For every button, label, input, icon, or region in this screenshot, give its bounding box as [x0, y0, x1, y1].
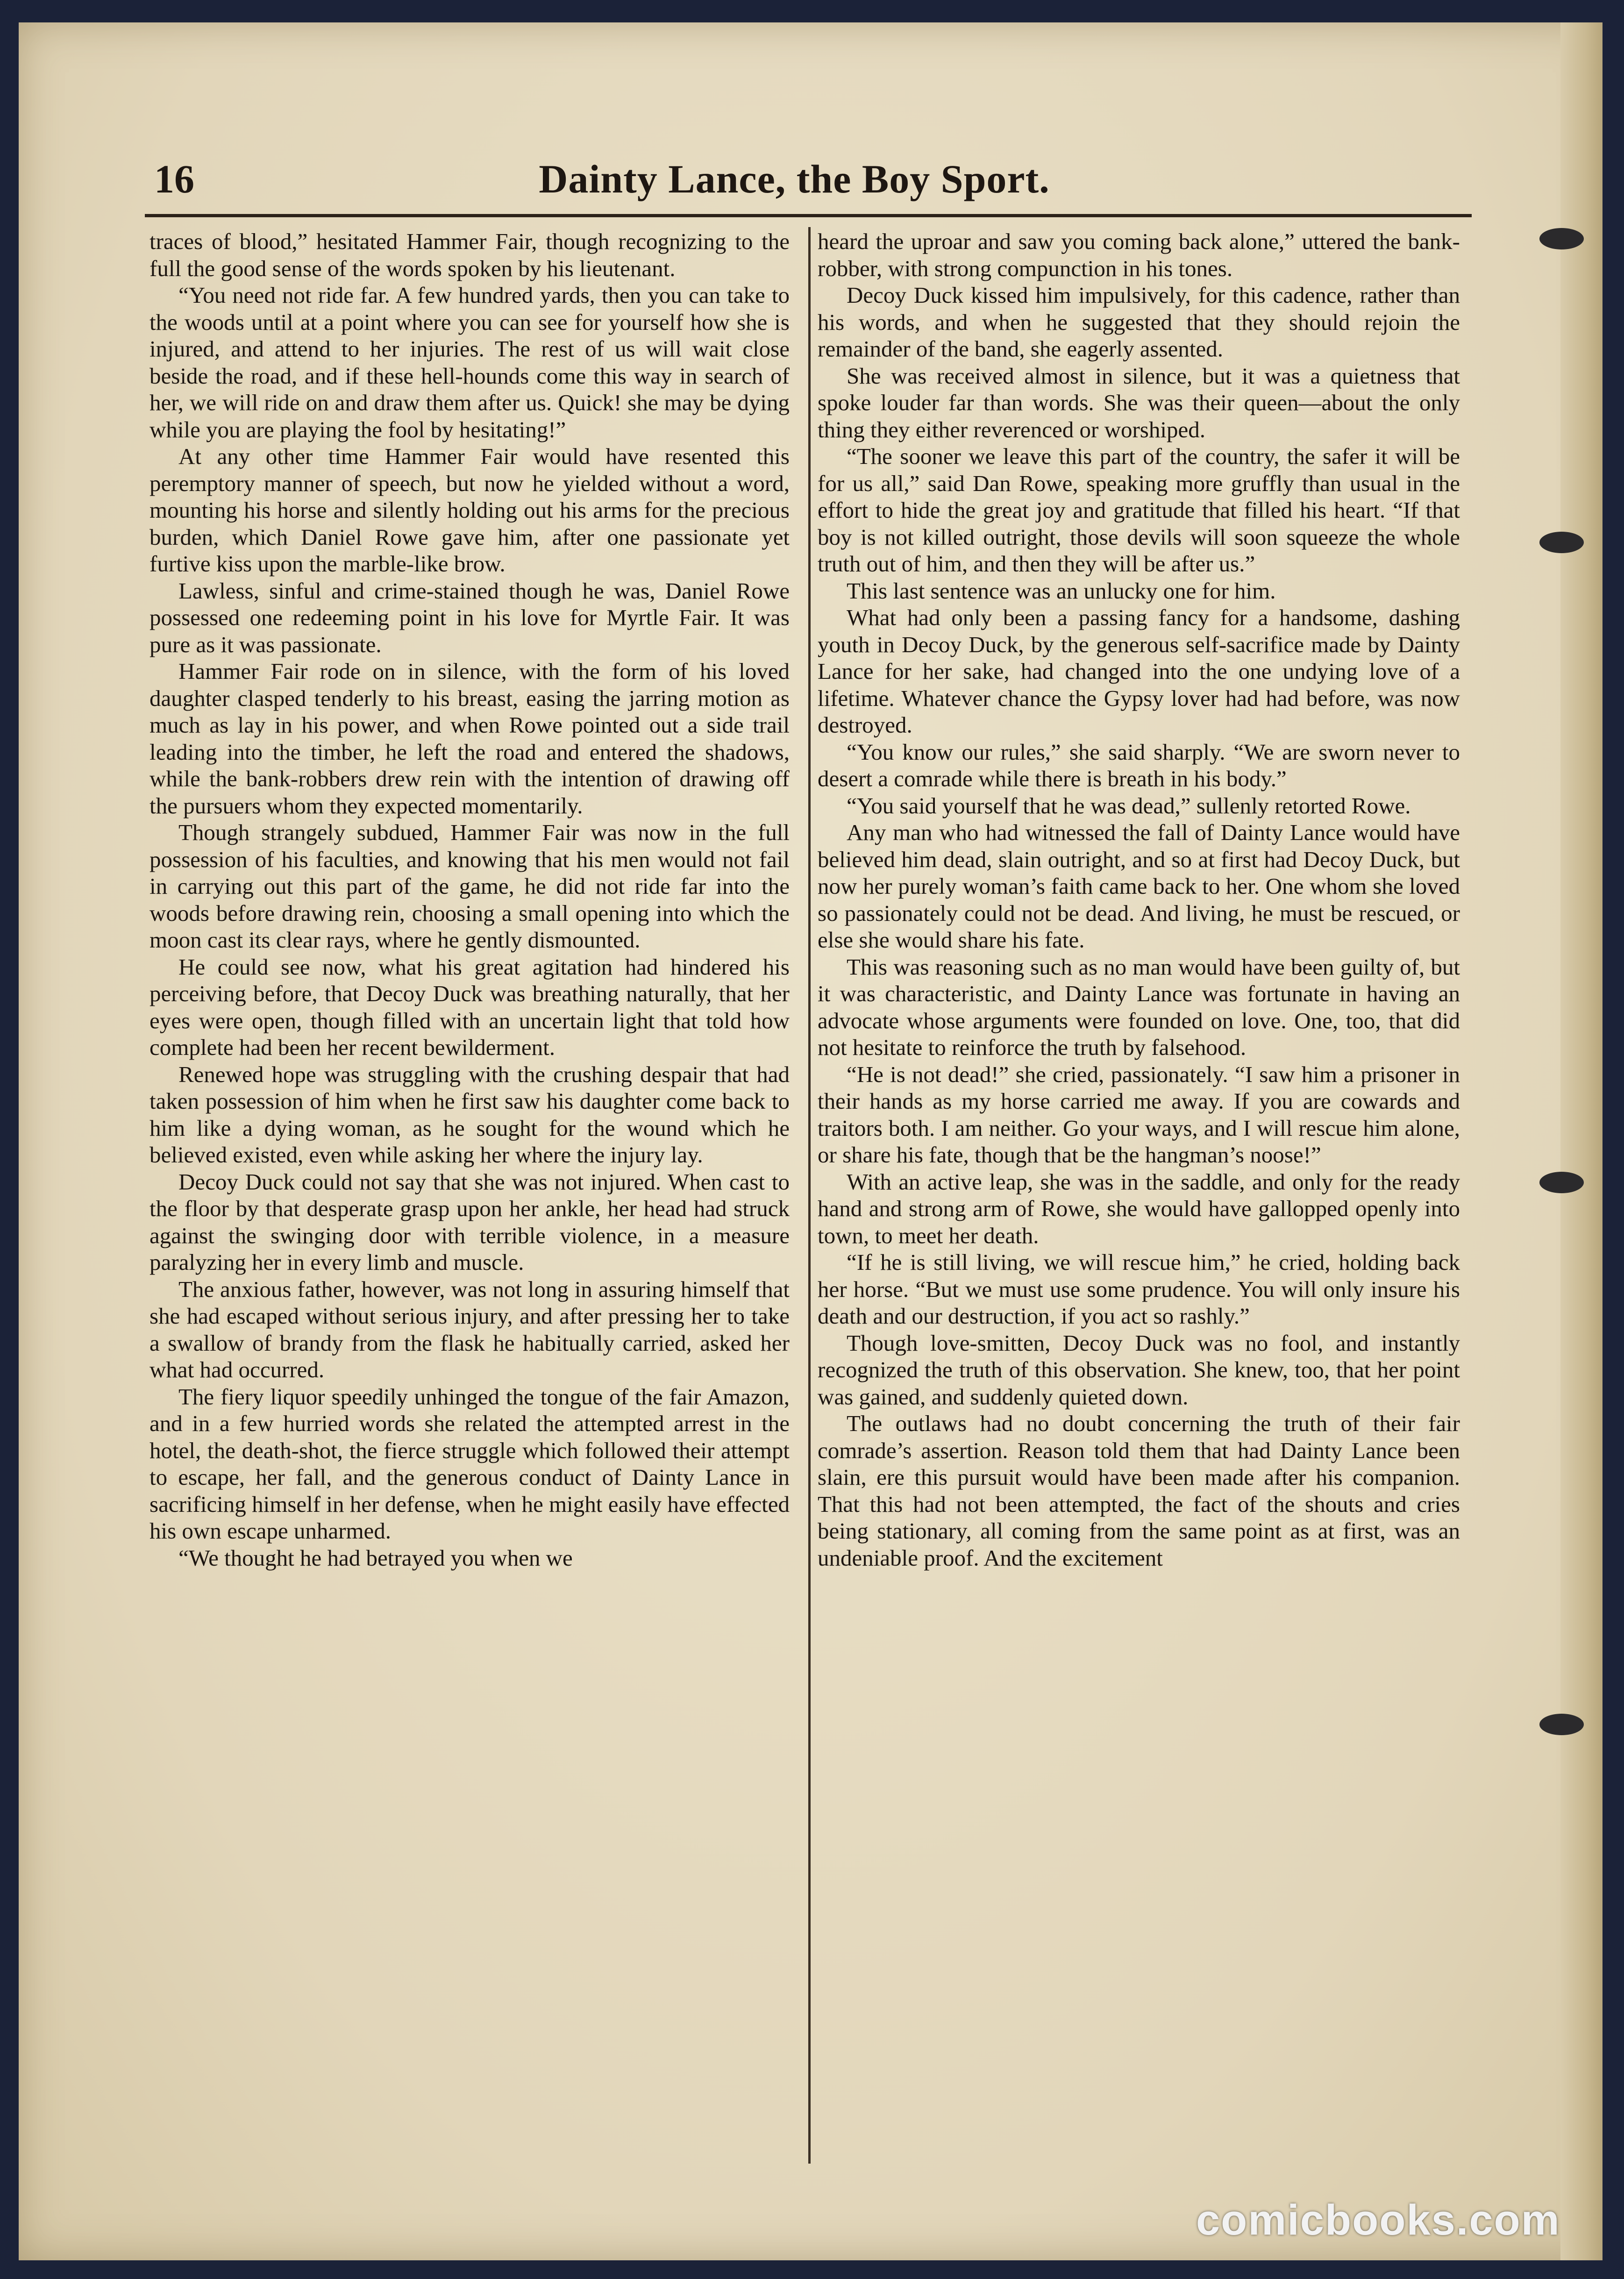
- paragraph: traces of blood,” hesitated Hammer Fair, though recognizing to the full the good sense of the words spoken by his lieutenant.: [150, 228, 790, 281]
- paragraph: What had only been a passing fancy for a handsome, dashing youth in Decoy Duck, by the generous self-sacrifice made by Dainty Lance for her sake, had changed into the one undying love of a lifetime. Whatever chance the Gypsy lover had had before, was now destroyed.: [818, 605, 1460, 738]
- paragraph: “You know our rules,” she said sharply. “We are sworn never to desert a comrade while there is breath in his body.”: [818, 739, 1460, 791]
- paragraph: heard the uproar and saw you coming back alone,” uttered the bank-robber, with strong compunction in his tones.: [818, 228, 1460, 281]
- paragraph: “We thought he had betrayed you when we: [178, 1545, 573, 1571]
- paragraph: At any other time Hammer Fair would have resented this peremptory manner of speech, but now he yielded without a word, mounting his horse and silently holding out his arms for the precious burden, which Daniel Rowe gave him, after one passionate yet furtive kiss upon the marble-like brow.: [150, 443, 790, 577]
- paragraph: The fiery liquor speedily unhinged the tongue of the fair Amazon, and in a few hurried words she related the attempted arrest in the hotel, the death-shot, the fierce struggle which followed their attempt to escape, her fall, and the generous conduct of Dainty Lance in sacrificing himself in her defense, when he might easily have effected his own escape unharmed.: [150, 1383, 790, 1544]
- page-number: 16: [154, 157, 194, 201]
- paragraph: Though strangely subdued, Hammer Fair was now in the full possession of his faculties, and knowing that his men would not fail in carrying out this part of the game, he did not ride far into the woods before drawing rein, choosing a small opening into which the moon cast its clear rays, where he gently dismounted.: [150, 819, 790, 953]
- paragraph: Renewed hope was struggling with the crushing despair that had taken possession of him when he first saw his daughter come back to him like a dying woman, as he sought for the wound which he believed existed, even while asking her where the injury lay.: [150, 1061, 790, 1168]
- paragraph: Decoy Duck kissed him impulsively, for this cadence, rather than his words, and when he suggested that they should rejoin the remainder of the band, she eagerly assented.: [818, 282, 1460, 362]
- binding-hole-2: [1539, 532, 1584, 553]
- paragraph: Lawless, sinful and crime-stained though he was, Daniel Rowe possessed one redeeming point in his love for Myrtle Fair. It was pure as it was passionate.: [150, 577, 790, 657]
- paragraph: He could see now, what his great agitation had hindered his perceiving before, that Decoy Duck was breathing naturally, that her eyes were open, though filled with an uncertain light that told how complete had been her recent bewilderment.: [150, 954, 790, 1060]
- paragraph: With an active leap, she was in the saddle, and only for the ready hand and strong arm of Rowe, she would have gallopped openly into town, to meet her death.: [818, 1168, 1460, 1248]
- paragraph: The outlaws had no doubt concerning the truth of their fair comrade’s assertion. Reason told them that had Dainty Lance been slain, ere this pursuit would have been made after his companion. That this had not been attempted, the fact of the shouts and cries being stationary, all coming from the same point as at first, was an undeniable proof. And the excitement: [818, 1410, 1460, 1571]
- page-edge-fold: [1560, 22, 1603, 2260]
- header-rule: [145, 214, 1472, 217]
- paragraph: Decoy Duck could not say that she was not injured. When cast to the floor by that desperate grasp upon her ankle, her head had struck against the swinging door with terrible violence, in a measure paralyzing her in every limb and muscle.: [150, 1168, 790, 1275]
- binding-hole-1: [1539, 228, 1584, 249]
- watermark: comicbooks.com: [1196, 2196, 1560, 2244]
- paragraph: “He is not dead!” she cried, passionately. “I saw him a prisoner in their hands as my horse carried me away. If you are cowards and traitors both. I am neither. Go your ways, and I will rescue him alone, or share his fate, though that be the hangman’s noose!”: [818, 1061, 1460, 1168]
- paragraph: “You need not ride far. A few hundred yards, then you can take to the woods until at a point where you can see for yourself how she is injured, and attend to her injuries. The rest of us will wait close beside the road, and if these hell-hounds come this way in search of her, we will ride on and draw them after us. Quick! she may be dying while you are playing the fool by hesitating!”: [150, 282, 790, 442]
- paragraph: She was received almost in silence, but it was a quietness that spoke louder far than words. She was their queen—about the only thing they either reverenced or worshiped.: [818, 363, 1460, 442]
- right-column: [818, 228, 1460, 1571]
- book-page: [19, 22, 1603, 2260]
- binding-hole-4: [1539, 1714, 1584, 1735]
- column-divider: [808, 227, 811, 2164]
- paragraph: This was reasoning such as no man would have been guilty of, but it was characteristic, and Dainty Lance was fortunate in having an advocate whose arguments were founded on love. One, too, that did not hesitate to reinforce the truth by falsehood.: [818, 954, 1460, 1060]
- paragraph: “If he is still living, we will rescue him,” he cried, holding back her horse. “But we must use some prudence. You will only insure his death and our destruction, if you act so rashly.”: [818, 1249, 1460, 1329]
- left-column: [150, 228, 790, 1571]
- paragraph: This last sentence was an unlucky one for him.: [847, 577, 1276, 604]
- paragraph: “You said yourself that he was dead,” sullenly retorted Rowe.: [847, 792, 1411, 819]
- binding-hole-3: [1539, 1172, 1584, 1193]
- paragraph: Though love-smitten, Decoy Duck was no fool, and instantly recognized the truth of this observation. She knew, too, that her point was gained, and suddenly quieted down.: [818, 1330, 1460, 1410]
- running-title: Dainty Lance, the Boy Sport.: [539, 157, 1050, 201]
- paragraph: Hammer Fair rode on in silence, with the form of his loved daughter clasped tenderly to his breast, easing the jarring motion as much as lay in his power, and when Rowe pointed out a side trail leading into the timber, he left the road and entered the shadows, while the bank-robbers drew rein with the intention of drawing off the pursuers whom they expected momentarily.: [150, 658, 790, 819]
- page-header: [133, 149, 1455, 214]
- paragraph: Any man who had witnessed the fall of Dainty Lance would have believed him dead, slain outright, and so at first had Decoy Duck, but now her purely woman’s faith came back to her. One whom she loved so passionately could not be dead. And living, he must be rescued, or else she would share his fate.: [818, 819, 1460, 953]
- paragraph: “The sooner we leave this part of the country, the safer it will be for us all,” said Dan Rowe, speaking more gruffly than usual in the effort to hide the great joy and gratitude that filled his heart. “If that boy is not killed outright, those devils will soon squeeze the whole truth out of him, and then they will be after us.”: [818, 443, 1460, 577]
- paragraph: The anxious father, however, was not long in assuring himself that she had escaped without serious injury, and after pressing her to take a swallow of brandy from the flask he habitually carried, asked her what had occurred.: [150, 1276, 790, 1382]
